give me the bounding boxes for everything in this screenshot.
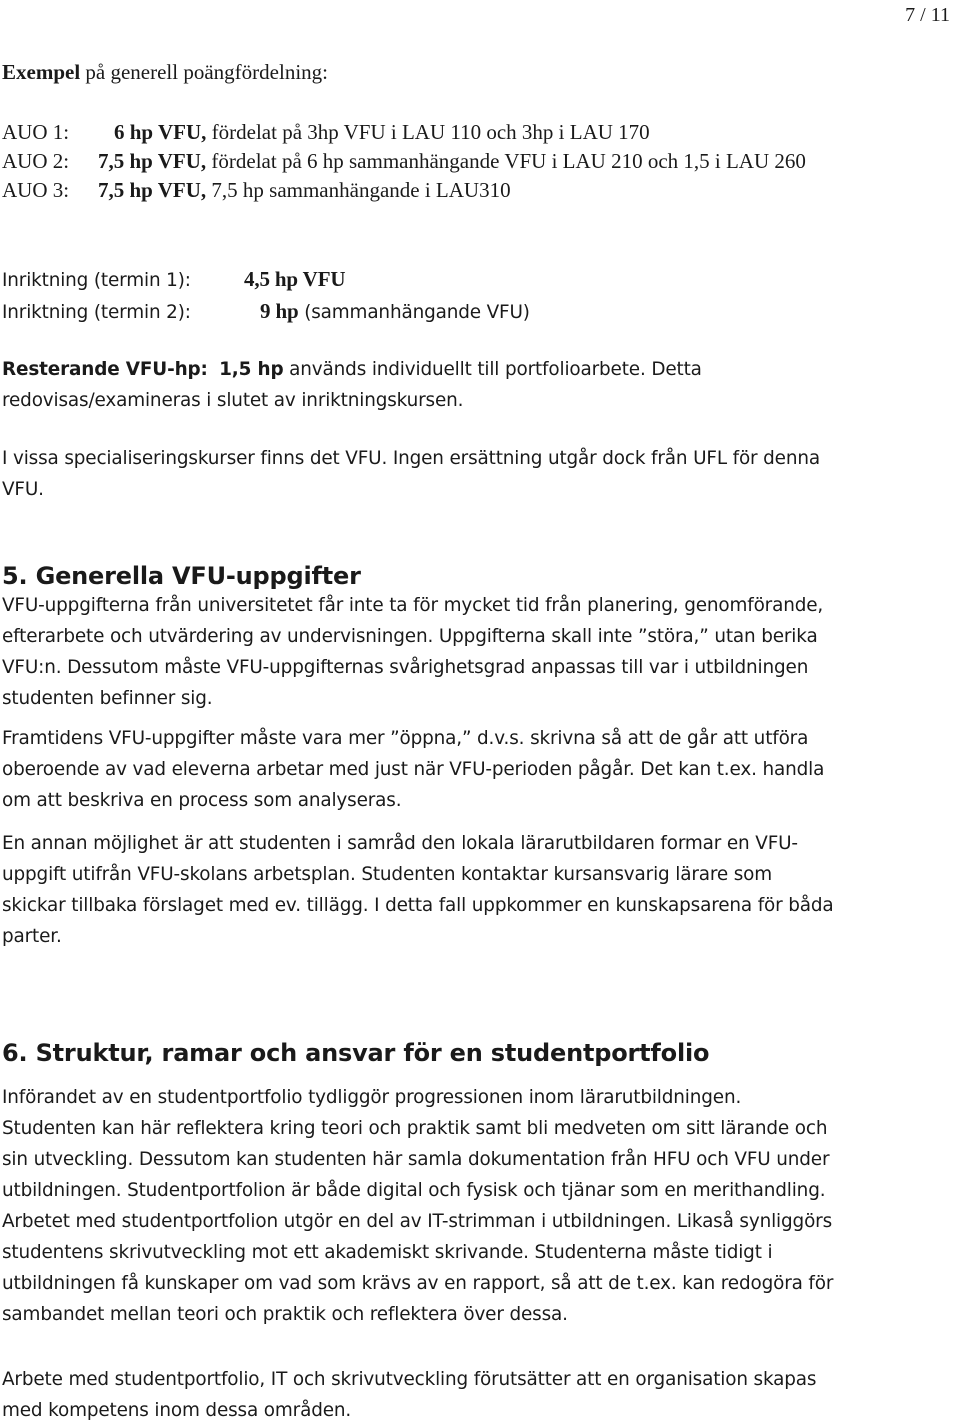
auo-text: fördelat på 6 hp sammanhängande VFU i LAU 210 och 1,5 i LAU 260 <box>206 149 806 173</box>
auo-row <box>2 176 806 205</box>
resterande-line: redovisas/examineras i slutet av inriktningskursen. <box>2 390 464 411</box>
auo-row <box>2 147 806 176</box>
page-number: 7 / 11 <box>905 4 950 26</box>
auo-row <box>2 118 806 147</box>
inriktning-label: Inriktning (termin 1): <box>2 270 191 291</box>
section-heading: 5. Generella VFU-uppgifter <box>2 562 361 590</box>
section5-paragraph <box>2 723 824 816</box>
paragraph-line: Införandet av en studentportfolio tydliggör progressionen inom lärarutbildningen. <box>2 1087 742 1108</box>
resterande-label: Resterande VFU-hp: <box>2 359 208 380</box>
inriktning-bold: 9 hp <box>260 299 299 323</box>
section6-paragraph <box>2 1082 833 1330</box>
inriktning-row <box>2 264 530 296</box>
auo-label: AUO 3: <box>2 178 70 202</box>
auo-label: AUO 1: <box>2 120 70 144</box>
inriktning-list <box>2 264 530 328</box>
paragraph-line: studenten befinner sig. <box>2 688 213 709</box>
special-paragraph <box>2 443 820 505</box>
auo-bold: 6 hp VFU, <box>114 120 207 144</box>
paragraph-line: Studenten kan här reflektera kring teori och praktik samt bli medveten om sitt lärande och <box>2 1118 828 1139</box>
inriktning-text: (sammanhängande VFU) <box>298 302 530 323</box>
paragraph-line: En annan möjlighet är att studenten i samråd den lokala lärarutbildaren formar en VFU- <box>2 833 798 854</box>
paragraph-line: Arbetet med studentportfolion utgör en del av IT-strimman i utbildningen. Likaså synliggörs <box>2 1211 833 1232</box>
example-heading <box>2 58 328 87</box>
resterande-line <box>2 354 702 385</box>
inriktning-label: Inriktning (termin 2): <box>2 302 191 323</box>
paragraph-line: studentens skrivutveckling mot ett akademiskt skrivande. Studenterna måste tidigt i <box>2 1242 773 1263</box>
special-line: I vissa specialiseringskurser finns det VFU. Ingen ersättning utgår dock från UFL för denna <box>2 448 820 469</box>
paragraph-line: sin utveckling. Dessutom kan studenten här samla dokumentation från HFU och VFU under <box>2 1149 830 1170</box>
paragraph-line: parter. <box>2 926 62 947</box>
paragraph-line: Framtidens VFU-uppgifter måste vara mer ”öppna,” d.v.s. skrivna så att de går att utföra <box>2 728 809 749</box>
resterande-paragraph <box>2 354 702 416</box>
example-title-rest: på generell poängfördelning: <box>80 60 328 84</box>
special-line: VFU. <box>2 479 44 500</box>
paragraph-line: VFU-uppgifterna från universitetet får inte ta för mycket tid från planering, genomförande, <box>2 595 824 616</box>
paragraph-line: skickar tillbaka förslaget med ev. tillägg. I detta fall uppkommer en kunskapsarena för båda <box>2 895 834 916</box>
section6-paragraph <box>2 1364 816 1426</box>
paragraph-line: utbildningen få kunskaper om vad som krävs av en rapport, så att de t.ex. kan redogöra för <box>2 1273 834 1294</box>
inriktning-bold: 4,5 hp VFU <box>244 267 346 291</box>
paragraph-line: oberoende av vad eleverna arbetar med just när VFU-perioden pågår. Det kan t.ex. handla <box>2 759 825 780</box>
paragraph-line: om att beskriva en process som analyseras. <box>2 790 402 811</box>
auo-label: AUO 2: <box>2 149 70 173</box>
example-title-bold: Exempel <box>2 60 81 84</box>
auo-text: fördelat på 3hp VFU i LAU 110 och 3hp i LAU 170 <box>206 120 650 144</box>
resterande-bold: 1,5 hp <box>219 359 284 380</box>
resterande-text: används individuellt till portfolioarbete. Detta <box>283 359 702 380</box>
section-heading: 6. Struktur, ramar och ansvar för en studentportfolio <box>2 1039 710 1067</box>
section5-paragraph <box>2 828 834 952</box>
auo-bold: 7,5 hp VFU, <box>98 178 207 202</box>
auo-list <box>2 118 806 205</box>
inriktning-row <box>2 296 530 328</box>
section5-paragraph <box>2 590 823 714</box>
paragraph-line: sambandet mellan teori och praktik och reflektera över dessa. <box>2 1304 568 1325</box>
auo-text: 7,5 hp sammanhängande i LAU310 <box>206 178 511 202</box>
paragraph-line: VFU:n. Dessutom måste VFU-uppgifternas svårighetsgrad anpassas till var i utbildningen <box>2 657 809 678</box>
paragraph-line: Arbete med studentportfolio, IT och skrivutveckling förutsätter att en organisation skapas <box>2 1369 817 1390</box>
paragraph-line: utbildningen. Studentportfolion är både digital och fysisk och tjänar som en merithandling. <box>2 1180 826 1201</box>
auo-bold: 7,5 hp VFU, <box>98 149 207 173</box>
paragraph-line: efterarbete och utvärdering av undervisningen. Uppgifterna skall inte ”störa,” utan berika <box>2 626 818 647</box>
paragraph-line: uppgift utifrån VFU-skolans arbetsplan. Studenten kontaktar kursansvarig lärare som <box>2 864 773 885</box>
paragraph-line: med kompetens inom dessa områden. <box>2 1400 352 1421</box>
